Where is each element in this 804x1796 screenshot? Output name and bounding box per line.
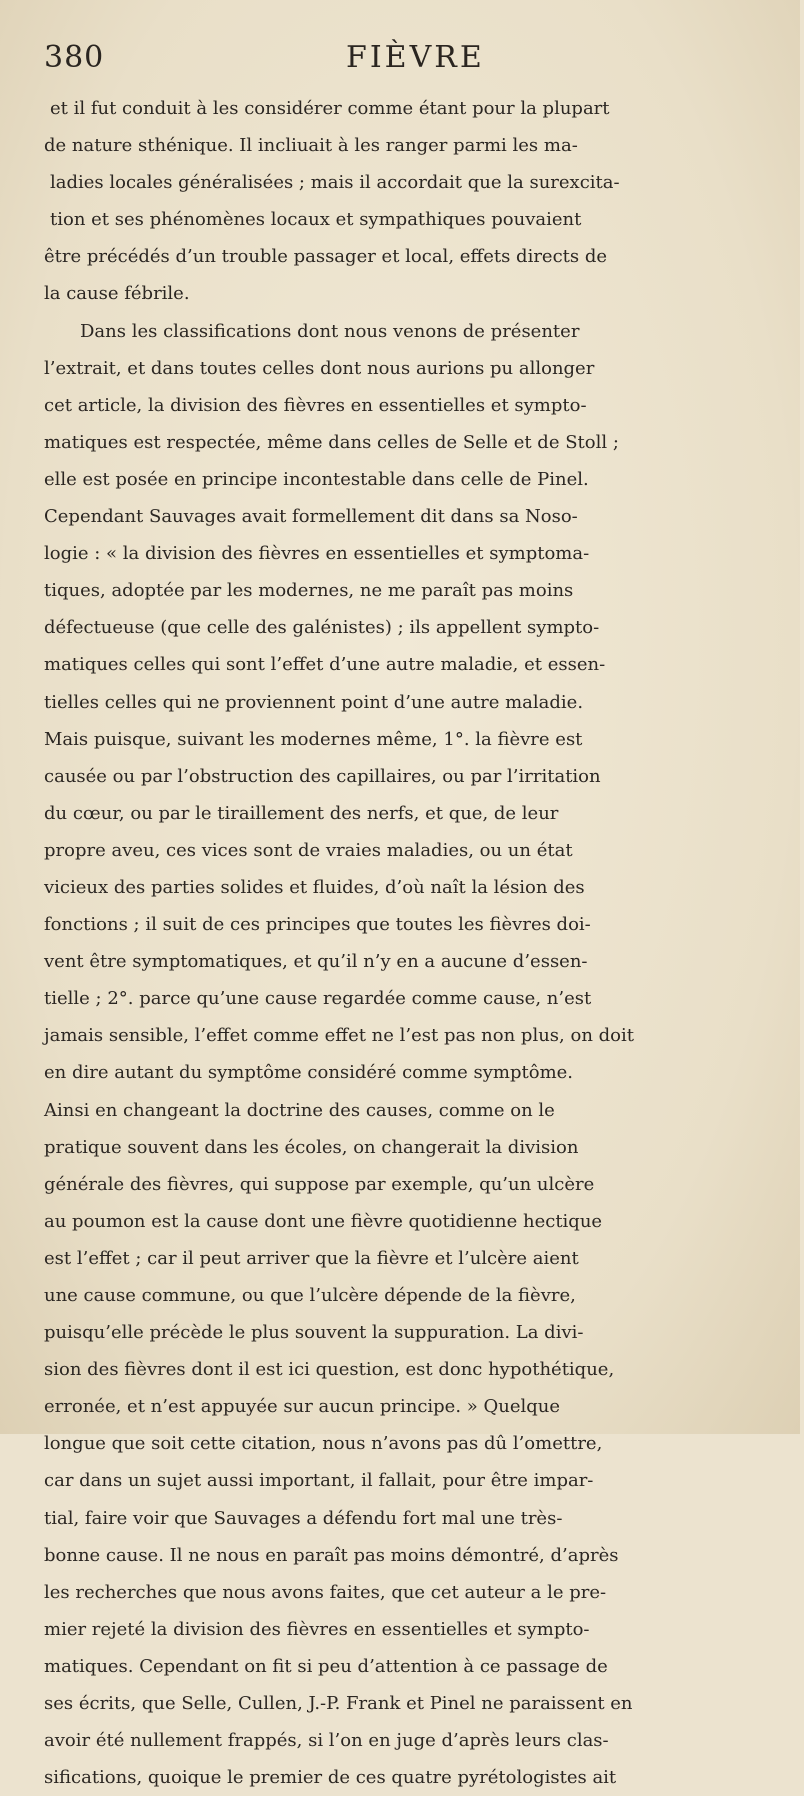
text-line: les recherches que nous avons faites, que cet auteur a le pre- — [44, 1581, 607, 1603]
text-line: sion des fièvres dont il est ici question, est donc hypothétique, — [44, 1359, 615, 1381]
text-line: car dans un sujet aussi important, il fallait, pour être impar- — [44, 1470, 594, 1492]
text-line: au poumon est la cause dont une fièvre quotidienne hectique — [44, 1210, 603, 1232]
text-line: pratique souvent dans les écoles, on changerait la division — [44, 1136, 579, 1158]
text-line: bonne cause. Il ne nous en paraît pas moins démontré, d’après — [44, 1544, 619, 1566]
text-line: erronée, et n’est appuyée sur aucun principe. » Quelque — [44, 1396, 561, 1418]
text-line: et il fut conduit à les considérer comme étant pour la plupart — [50, 98, 610, 119]
text-line: sifications, quoique le premier de ces quatre pyrétologistes ait — [44, 1767, 617, 1789]
text-line: générale des fièvres, qui suppose par exemple, qu’un ulcère — [44, 1173, 595, 1195]
text-line: matiques est respectée, même dans celles de Selle et de Stoll ; — [44, 431, 619, 453]
text-line: Dans les classifications dont nous venons de présenter — [80, 320, 580, 342]
text-line: Mais puisque, suivant les modernes même, 1°. la fièvre est — [44, 728, 583, 750]
text-line: tiques, adoptée par les modernes, ne me paraît pas moins — [44, 580, 574, 602]
text-line: l’extrait, et dans toutes celles dont nous aurions pu allonger — [44, 357, 595, 379]
text-line: en dire autant du symptôme considéré comme symptôme. — [44, 1062, 574, 1084]
text-line: tial, faire voir que Sauvages a défendu fort mal une très- — [44, 1507, 563, 1529]
text-line: tielles celles qui ne proviennent point d’une autre maladie. — [44, 691, 584, 713]
text-line: logie : « la division des fièvres en essentielles et symptoma- — [44, 543, 590, 565]
text-line: longue que soit cette citation, nous n’avons pas dû l’omettre, — [44, 1433, 603, 1455]
text-line: elle est posée en principe incontestable dans celle de Pinel. — [44, 468, 589, 490]
text-line: est l’effet ; car il peut arriver que la fièvre et l’ulcère aient — [44, 1247, 579, 1269]
text-line: une cause commune, ou que l’ulcère dépende de la fièvre, — [44, 1285, 576, 1306]
page-header — [34, 40, 734, 84]
text-line: puisqu’elle précède le plus souvent la suppuration. La divi- — [44, 1322, 584, 1344]
text-line: ses écrits, que Selle, Cullen, J.-P. Frank et Pinel ne paraissent en — [44, 1693, 633, 1715]
text-line: tion et ses phénomènes locaux et sympathiques pouvaient — [50, 209, 582, 231]
text-line: mier rejeté la division des fièvres en essentielles et sympto- — [44, 1618, 590, 1640]
text-line: cet article, la division des fièvres en essentielles et sympto- — [44, 394, 587, 416]
text-line: avoir été nullement frappés, si l’on en juge d’après leurs clas- — [44, 1730, 609, 1752]
text-line: matiques celles qui sont l’effet d’une autre maladie, et essen- — [44, 654, 606, 676]
page-number: 380 — [44, 40, 105, 75]
text-line: tielle ; 2°. parce qu’une cause regardée comme cause, n’est — [44, 988, 592, 1010]
text-line: vicieux des parties solides et fluides, d’où naît la lésion des — [44, 876, 585, 898]
text-line: causée ou par l’obstruction des capillaires, ou par l’irritation — [44, 765, 601, 787]
text-line: vent être symptomatiques, et qu’il n’y en a aucune d’essen- — [44, 951, 588, 973]
text-line: défectueuse (que celle des galénistes) ; ils appellent sympto- — [44, 617, 600, 639]
text-line: propre aveu, ces vices sont de vraies maladies, ou un état — [44, 839, 573, 861]
text-line: ladies locales généralisées ; mais il accordait que la surexcita- — [50, 172, 620, 194]
text-line: fonctions ; il suit de ces principes que toutes les fièvres doi- — [44, 914, 591, 936]
body-text — [44, 90, 804, 1796]
text-line: Ainsi en changeant la doctrine des causes, comme on le — [44, 1099, 555, 1121]
text-line: Cependant Sauvages avait formellement dit dans sa Noso- — [44, 506, 578, 528]
text-line: la cause fébrile. — [44, 283, 190, 305]
text-line: jamais sensible, l’effet comme effet ne l’est pas non plus, on doit — [44, 1025, 634, 1047]
text-line: de nature sthénique. Il incliuait à les ranger parmi les ma- — [44, 135, 578, 157]
running-title: FIÈVRE — [346, 40, 485, 75]
text-line: du cœur, ou par le tiraillement des nerfs, et que, de leur — [44, 802, 559, 824]
text-line: être précédés d’un trouble passager et local, effets directs de — [44, 246, 608, 268]
text-line: matiques. Cependant on fit si peu d’attention à ce passage de — [44, 1655, 608, 1677]
